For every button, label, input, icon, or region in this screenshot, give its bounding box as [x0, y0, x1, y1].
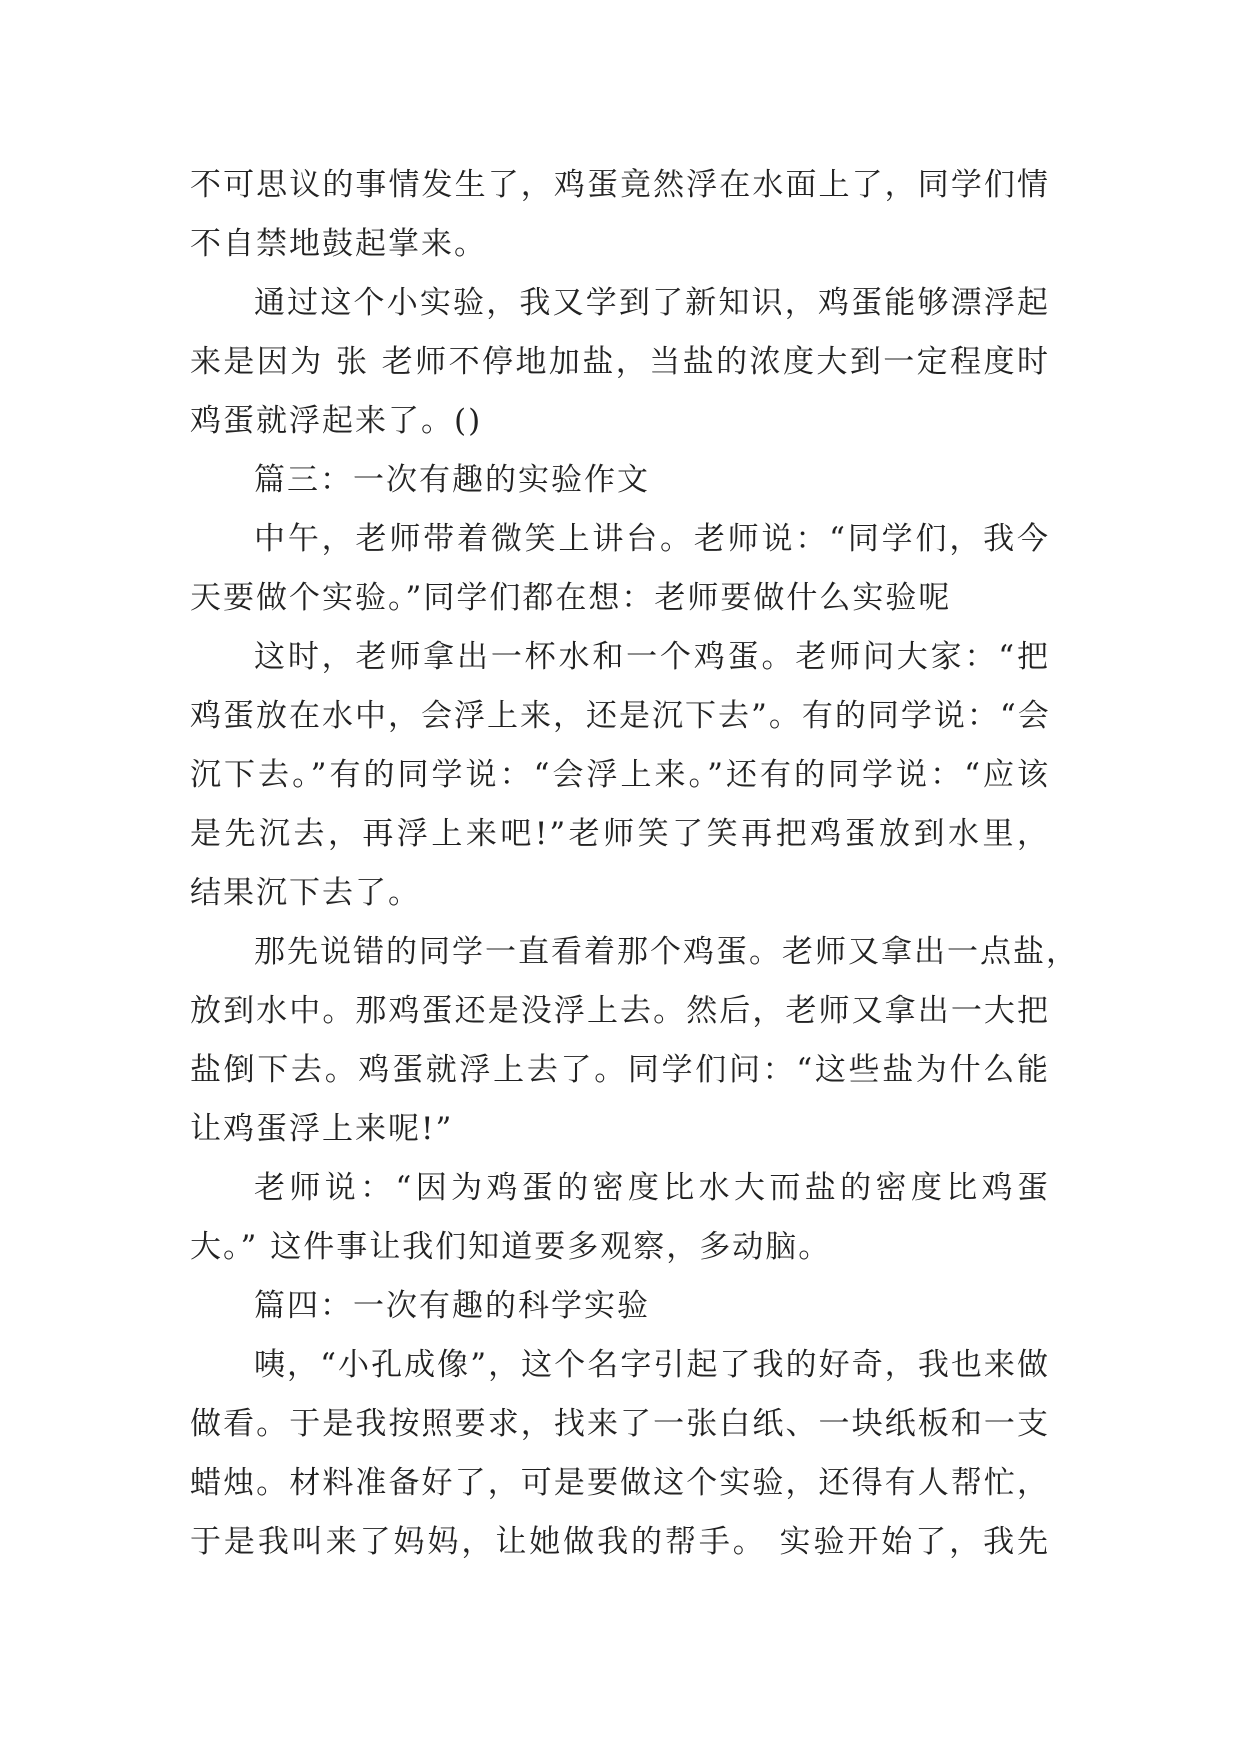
- paragraph-start-line: 老师说：“因为鸡蛋的密度比水大而盐的密度比鸡蛋: [254, 1170, 1050, 1206]
- text-line: 盐倒下去。鸡蛋就浮上去了。同学们问：“这些盐为什么能: [190, 1052, 1050, 1088]
- text-line: 不可思议的事情发生了，鸡蛋竟然浮在水面上了，同学们情: [190, 167, 1050, 203]
- paragraph-start-line: 这时，老师拿出一杯水和一个鸡蛋。老师问大家：“把: [254, 639, 1050, 675]
- text-line: 天要做个实验。”同学们都在想：老师要做什么实验呢: [190, 580, 952, 616]
- section-heading: 篇四：一次有趣的科学实验: [254, 1288, 650, 1324]
- paragraph-start-line: 那先说错的同学一直看着那个鸡蛋。老师又拿出一点盐，: [254, 934, 1079, 970]
- text-line: 不自禁地鼓起掌来。: [190, 226, 487, 262]
- paragraph-start-line: 咦，“小孔成像”，这个名字引起了我的好奇，我也来做: [254, 1347, 1050, 1383]
- text-line: 鸡蛋就浮起来了。(): [190, 403, 483, 439]
- text-line: 结果沉下去了。: [190, 875, 421, 911]
- paragraph-start-line: 中午，老师带着微笑上讲台。老师说：“同学们，我今: [254, 521, 1050, 557]
- text-line: 鸡蛋放在水中，会浮上来，还是沉下去”。有的同学说：“会: [190, 698, 1051, 734]
- text-line: 来是因为 张 老师不停地加盐，当盐的浓度大到一定程度时: [190, 344, 1050, 380]
- text-line: 蜡烛。材料准备好了，可是要做这个实验，还得有人帮忙，: [190, 1465, 1050, 1501]
- text-line: 让鸡蛋浮上来呢!”: [190, 1111, 454, 1147]
- paragraph-start-line: 通过这个小实验，我又学到了新知识，鸡蛋能够漂浮起: [254, 285, 1050, 321]
- document-body: [190, 156, 1079, 1572]
- text-line: 于是我叫来了妈妈，让她做我的帮手。 实验开始了，我先: [190, 1524, 1050, 1560]
- text-line: 是先沉去，再浮上来吧!”老师笑了笑再把鸡蛋放到水里，: [190, 816, 1050, 852]
- text-line: 放到水中。那鸡蛋还是没浮上去。然后，老师又拿出一大把: [190, 993, 1050, 1029]
- section-heading: 篇三：一次有趣的实验作文: [254, 462, 650, 498]
- text-line: 沉下去。”有的同学说：“会浮上来。”还有的同学说：“应该: [190, 757, 1050, 793]
- text-line: 做看。于是我按照要求，找来了一张白纸、一块纸板和一支: [190, 1406, 1050, 1442]
- text-line: 大。” 这件事让我们知道要多观察，多动脑。: [190, 1229, 832, 1265]
